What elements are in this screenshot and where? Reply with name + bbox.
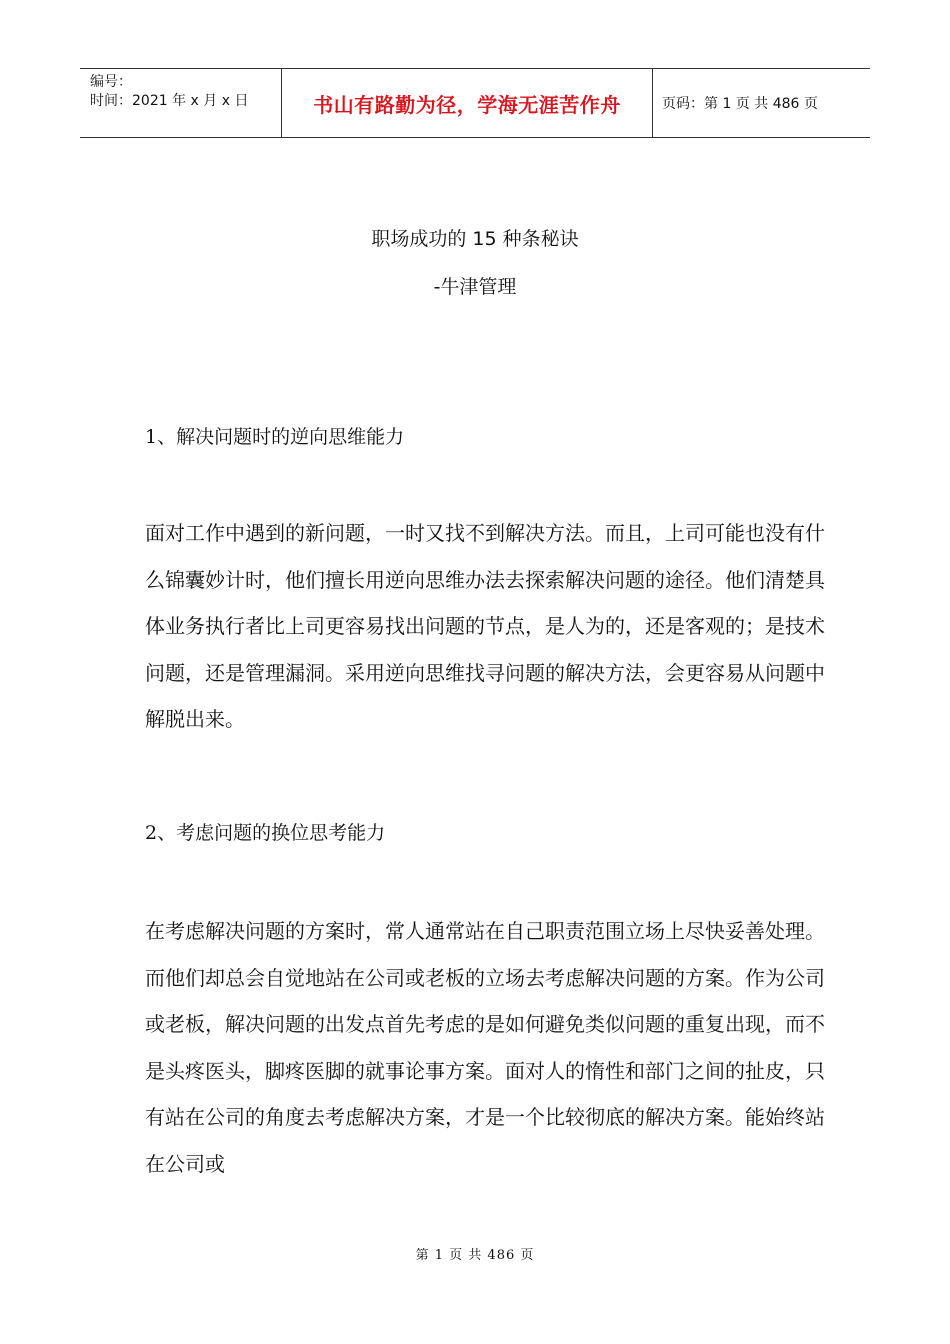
header-meta-cell [80,69,282,137]
document-date-label: 时间：2021 年 x 月 x 日 [90,93,249,109]
section-heading: 2、考虑问题的换位思考能力 [145,822,386,844]
document-subtitle: -牛津管理 [433,276,517,298]
document-title: 职场成功的 15 种条秘诀 [371,228,579,250]
section-paragraph: 面对工作中遇到的新问题，一时又找不到解决方法。而且，上司可能也没有什么锦囊妙计时，他们擅长用逆向思维办法去探索解决问题的途径。他们清楚具体业务执行者比上司更容易找出问题的节点，是人为的，还是客观的；是技术问题，还是管理漏洞。采用逆向思维找寻问题的解决方法，会更容易从问题中解脱出来。 [145,521,825,731]
section-paragraph: 在考虑解决问题的方案时，常人通常站在自己职责范围立场上尽快妥善处理。而他们却总会自觉地站在公司或老板的立场去考虑解决问题的方案。作为公司或老板，解决问题的出发点首先考虑的是如何避免类似问题的重复出现，而不是头疼医头，脚疼医脚的就事论事方案。面对人的惰性和部门之间的扯皮，只有站在公司的角度去考虑解决方案，才是一个比较彻底的解决方案。能始终站在公司或 [145,919,825,1176]
header-page-info: 页码：第 1 页 共 486 页 [662,96,818,112]
document-number-label: 编号： [90,74,132,90]
section-heading: 1、解决问题时的逆向思维能力 [145,426,405,448]
header-motto: 书山有路勤为径，学海无涯苦作舟 [282,69,653,137]
page-footer: 第 1 页 共 486 页 [415,1248,535,1263]
header-table [80,68,870,138]
